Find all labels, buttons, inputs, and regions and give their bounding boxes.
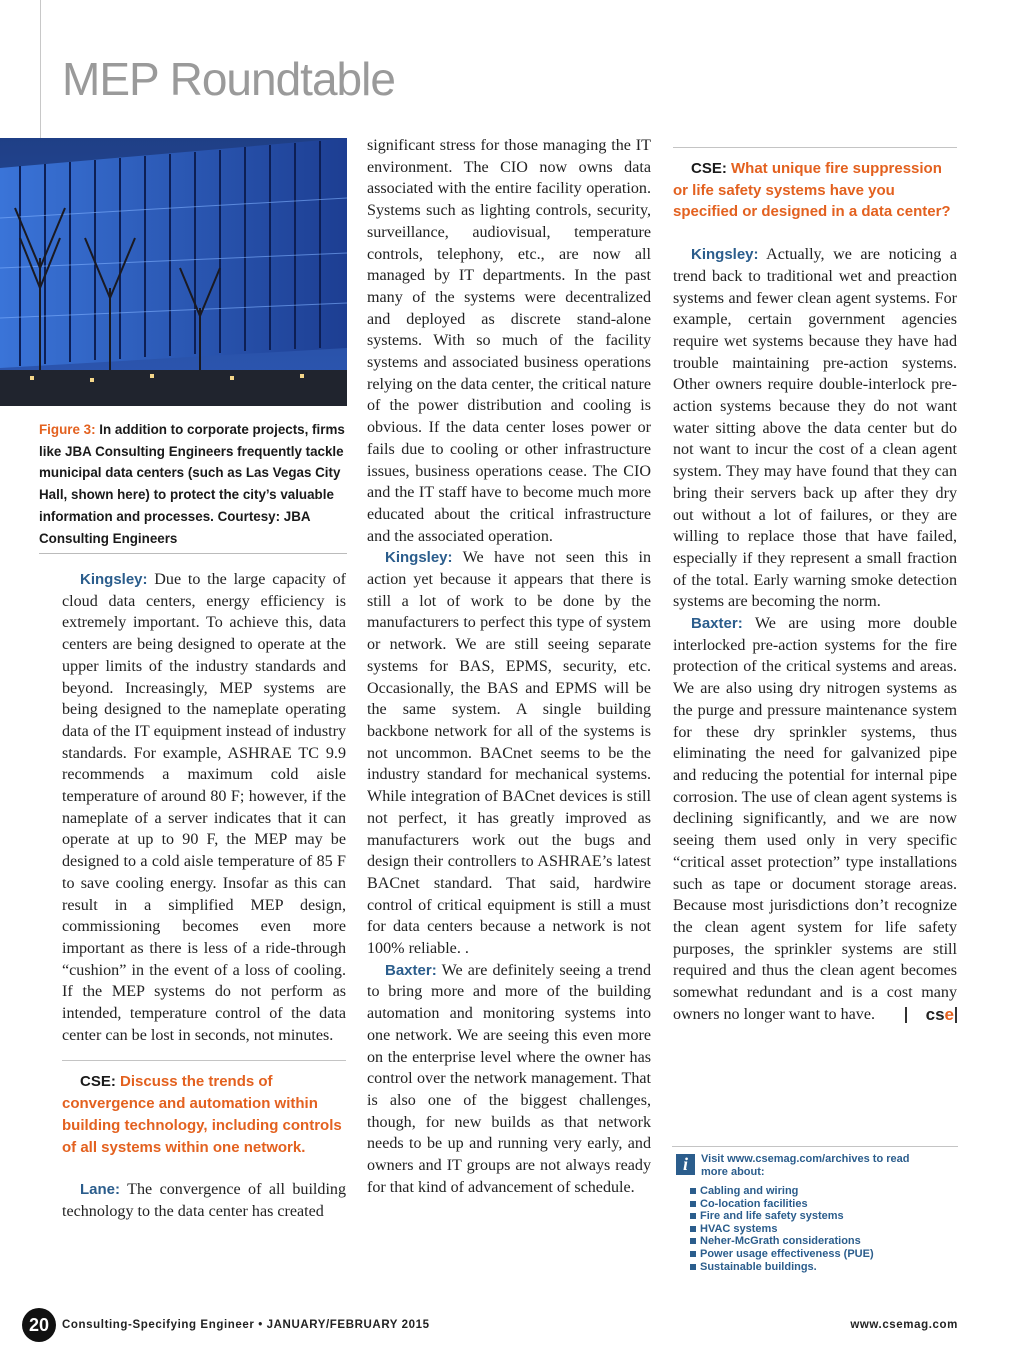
question [673, 158, 957, 223]
question [62, 1071, 346, 1158]
list-item[interactable]: Neher-McGrath considerations [690, 1235, 874, 1248]
paragraph [367, 960, 651, 1199]
speaker-name: Baxter: [691, 615, 743, 633]
paragraph-text: significant stress for those managing the IT environment. The CIO now owns data associated with the entire facility operation. Systems such as lighting controls, security, surveillance, audiovisual, temperature controls, telephony, etc., are now all managed by IT departments. In the past many of the systems were decentralized and deployed as discrete stand-alone systems. With so much of the facility systems and associated business operations relying on the data center, the critical nature of the power distribution and cooling is obvious. If the data center loses power or fails due to cooling or other infrastructure issues, business operations cease. The CIO and the IT staff have to become much more educated about the critical infrastructure and the associated operation. [367, 137, 651, 545]
paragraph-text: We have not seen this in action yet because it appears that there is still a lot of work to be done by the manufacturers to perfect this type of system or network. We are still seeing separate systems for BAS, EPMS, security, etc. Occasionally, the BAS and EPMS will be the same system. A single building backbone network for all of the systems is not uncommon. BACnet seems to be the industry standard for mechanical systems. While integration of BACnet devices is still not perfect, it has greatly improved as manufacturers work out the bugs and design their controllers to ASHRAE’s latest BACnet standard. That said, hardwire control of critical equipment is still a must for data centers because a network is not 100% reliable. . [367, 549, 652, 958]
figure-photo [0, 138, 347, 406]
info-box-heading[interactable]: Visit www.csemag.com/archives to read more about: [701, 1153, 910, 1178]
end-mark: cse [905, 1007, 957, 1023]
speaker-name: Kingsley: [691, 246, 759, 264]
figure-caption [39, 419, 349, 549]
paragraph [62, 1179, 346, 1222]
info-box-divider [672, 1146, 958, 1147]
paragraph-text: Actually, we are noticing a trend back to traditional wet and preaction systems and fewer clean agent systems. For example, certain government agencies require wet systems because they have had trouble maintaining pre-action systems. Other owners require double-interlock pre-action systems because they do not want water sitting above the data center but do not want to incur the cost of a clean agent system. They may have found that they can bring their servers back up after they dry out without a lot of failures, or they are willing to replace those that have failed, especially if they represent a small fraction of the total. Early warning smoke detection systems are becoming the norm. [673, 246, 957, 611]
list-item[interactable]: Sustainable buildings. [690, 1261, 874, 1274]
list-item[interactable]: Co-location facilities [690, 1198, 874, 1211]
paragraph [62, 569, 346, 1046]
margin-rule [40, 0, 41, 140]
list-item[interactable]: Power usage effectiveness (PUE) [690, 1248, 874, 1261]
column-1 [62, 569, 346, 1223]
speaker-name: Baxter: [385, 961, 437, 979]
info-box-list [690, 1185, 874, 1273]
speaker-name: Kingsley: [80, 571, 148, 588]
list-item[interactable]: HVAC systems [690, 1223, 874, 1236]
paragraph [673, 613, 957, 1025]
question-text: What unique fire suppression or life safety systems have you specified or designed in a data center? [673, 160, 951, 221]
question-divider [673, 147, 957, 148]
question-label: CSE: [691, 160, 727, 177]
paragraph-text: We are definitely seeing a trend to bring more and more of the building automation and monitoring systems into one network. We are seeing this even more on the enterprise level where the owner has control over the network management. That is also one of the biggest challenges, though, for new builds as that network needs to be up and running very early, and owners and IT groups are not always ready for that kind of advancement of schedule. [367, 961, 652, 1196]
column-2 [367, 135, 651, 1198]
section-title: MEP Roundtable [62, 53, 395, 105]
question-text: Discuss the trends of convergence and automation within building technology, including controls of all systems within one network. [62, 1073, 342, 1156]
paragraph [673, 244, 957, 613]
paragraph [367, 547, 651, 959]
figure-caption-text: In addition to corporate projects, firms like JBA Consulting Engineers frequently tackle municipal data centers (such as Las Vegas City Hall, shown here) to protect the city’s valuable information and processes. Courtesy: JBA Consulting Engineers [39, 422, 345, 546]
website-link[interactable]: www.csemag.com [850, 1319, 958, 1331]
question-divider [62, 1060, 346, 1061]
paragraph-text: The convergence of all building technology to the data center has created [62, 1181, 347, 1220]
publication-line: Consulting-Specifying Engineer • JANUARY/FEBRUARY 2015 [62, 1319, 430, 1331]
paragraph [367, 135, 651, 547]
page-number: 20 [22, 1308, 56, 1342]
figure-label: Figure 3: [39, 422, 96, 437]
question-label: CSE: [80, 1073, 116, 1091]
column-3 [673, 147, 957, 1025]
speaker-name: Lane: [80, 1181, 121, 1199]
paragraph-text: We are using more double interlocked pre-action systems for the fire protection of the critical systems and areas. We are also using dry nitrogen systems as the purge and pressure maintenance system for these dry sprinkler systems, thus eliminating the need for galvanized pipe and reducing the potential for internal pipe corrosion. The use of clean agent systems is declining significantly, and we are now seeing them used only in very specific “critical asset protection” type installations such as tape or document storage areas. Because most jurisdictions don’t recognize the clean agent system for life safety purposes, the sprinkler systems are still required and thus the clean agent becomes somewhat redundant and is a cost many owners no longer want to have. [673, 615, 958, 1023]
speaker-name: Kingsley: [385, 549, 453, 567]
paragraph-text: Due to the large capacity of cloud data centers, energy efficiency is extremely important. To achieve this, data centers are being designed to operate at the upper limits of the industry standards and beyond. Increasingly, MEP systems are being designed to the nameplate operating data of the IT equipment instead of industry standards. For example, ASHRAE TC 9.9 recommends a maximum cold aisle temperature of around 80 F; however, if the nameplate of a server indicates that it can operate at up to 90 F, the MEP may be designed to a cold aisle temperature of 85 F to save cooling energy. Insofar as this can result in a simplified MEP design, commissioning becomes even more important as there is less of a ride-through “cushion” in the event of a loss of cooling. If the MEP systems do not perform as intended, temperature control of the data center can be lost in seconds, not minutes. [62, 571, 346, 1044]
list-item[interactable]: Fire and life safety systems [690, 1210, 874, 1223]
list-item[interactable]: Cabling and wiring [690, 1185, 874, 1198]
page-footer [0, 1308, 1024, 1344]
info-icon: i [676, 1154, 695, 1175]
caption-divider [39, 553, 347, 554]
